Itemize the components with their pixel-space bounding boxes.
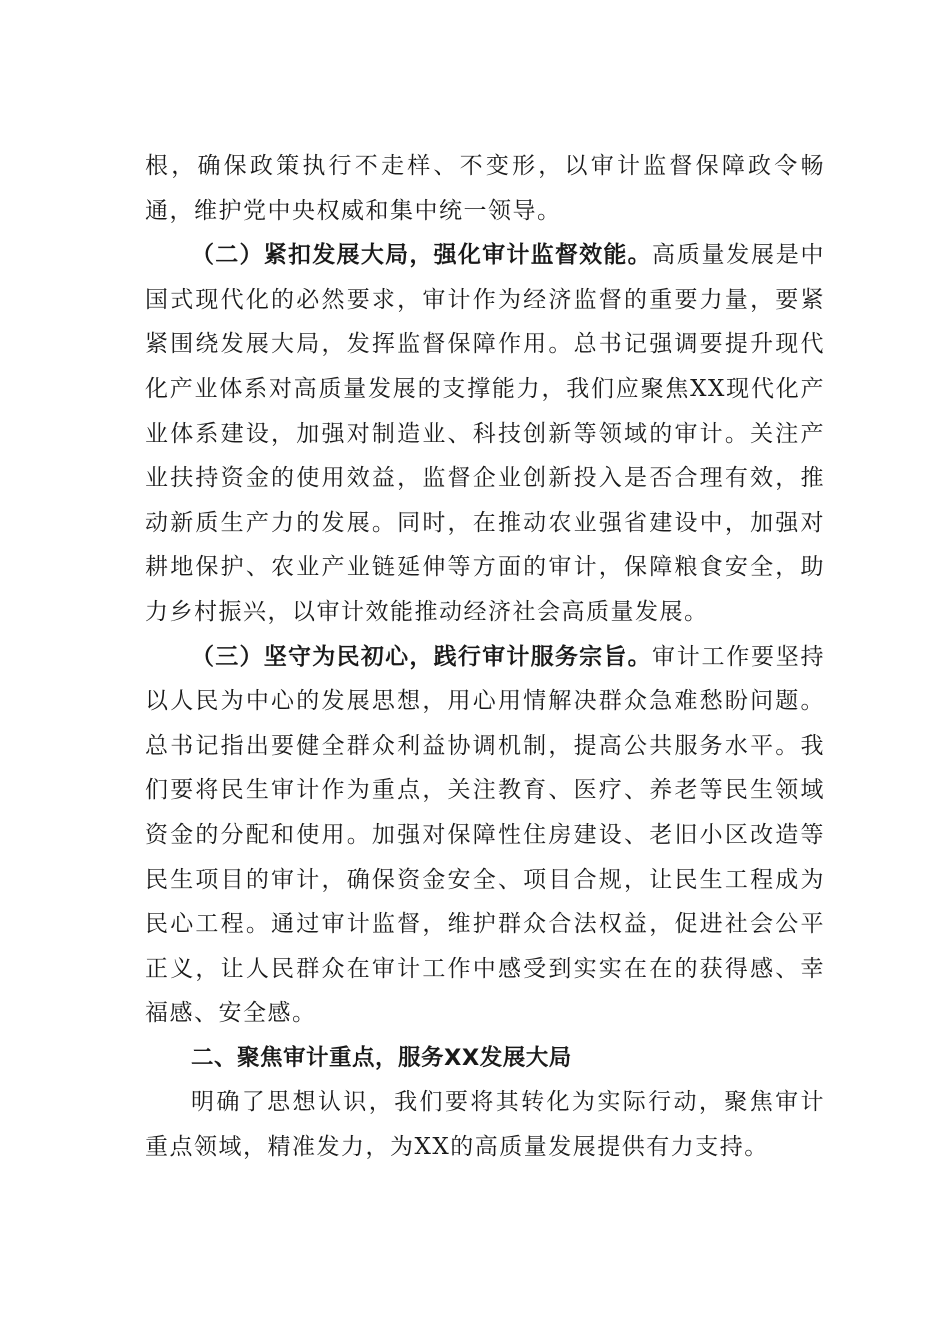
section-3-lead: （三）坚守为民初心，践行审计服务宗旨。 bbox=[191, 643, 652, 670]
document-body bbox=[145, 144, 825, 1170]
paragraph-section-3 bbox=[145, 635, 825, 1036]
paragraph-continuation: 根，确保政策执行不走样、不变形，以审计监督保障政令畅通，维护党中央权威和集中统一领导。 bbox=[145, 153, 825, 224]
paragraph-section-2 bbox=[145, 233, 825, 634]
paragraph-chapter-2-intro: 明确了思想认识，我们要将其转化为实际行动，聚焦审计重点领域，精准发力，为XX的高质量发展提供有力支持。 bbox=[145, 1089, 825, 1161]
section-2-body: 高质量发展是中国式现代化的必然要求，审计作为经济监督的重要力量，要紧紧围绕发展大局，发挥监督保障作用。总书记强调要提升现代化产业体系对高质量发展的支撑能力，我们应聚焦XX现代化产业体系建设，加强对制造业、科技创新等领域的审计。关注产业扶持资金的使用效益，监督企业创新投入是否合理有效，推动新质生产力的发展。同时，在推动农业强省建设中，加强对耕地保护、农业产业链延伸等方面的审计，保障粮食安全，助力乡村振兴，以审计效能推动经济社会高质量发展。 bbox=[145, 242, 826, 625]
section-2-lead: （二）紧扣发展大局，强化审计监督效能。 bbox=[191, 242, 652, 269]
section-3-body: 审计工作要坚持以人民为中心的发展思想，用心用情解决群众急难愁盼问题。总书记指出要健全群众利益协调机制，提高公共服务水平。我们要将民生审计作为重点，关注教育、医疗、养老等民生领域资金的分配和使用。加强对保障性住房建设、老旧小区改造等民生项目的审计，确保资金安全、项目合规，让民生工程成为民心工程。通过审计监督，维护群众合法权益，促进社会公平正义，让人民群众在审计工作中感受到实实在在的获得感、幸福感、安全感。 bbox=[145, 643, 826, 1027]
chapter-heading-2: 二、聚焦审计重点，服务XX发展大局 bbox=[191, 1044, 572, 1071]
